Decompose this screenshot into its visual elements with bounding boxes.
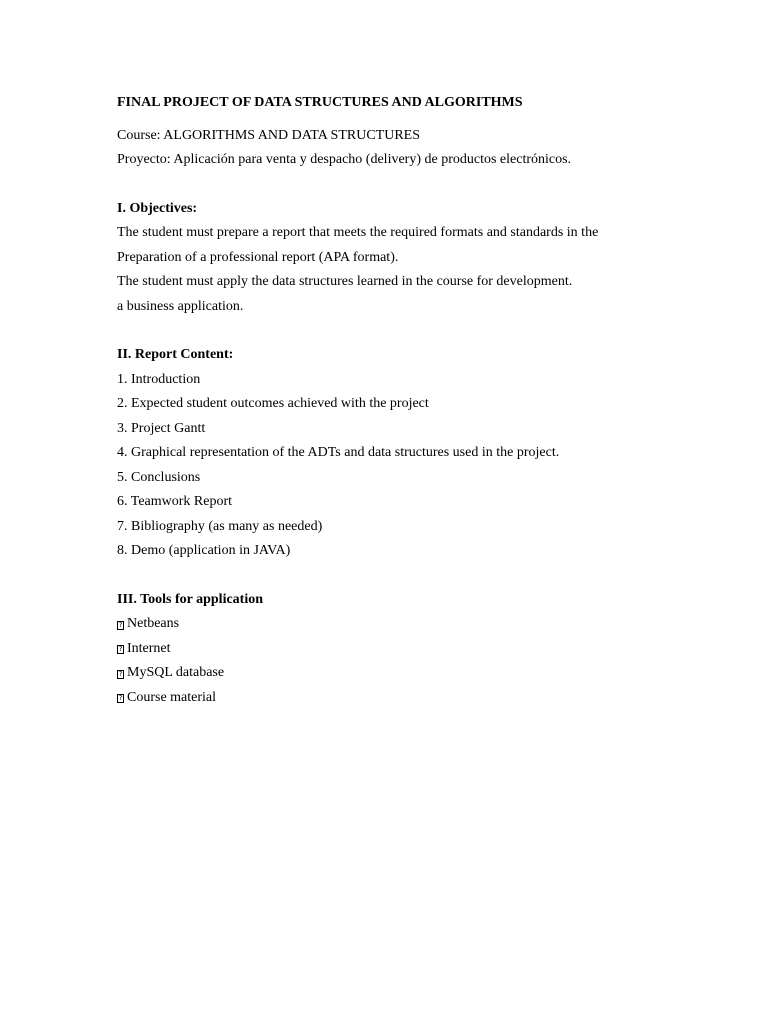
tools-item	[117, 612, 717, 637]
document-title: FINAL PROJECT OF DATA STRUCTURES AND ALGORITHMS	[117, 95, 523, 110]
tools-item-label: Internet	[127, 640, 171, 656]
report-content-item: 3. Project Gantt	[117, 420, 206, 436]
tools-heading: III. Tools for application	[117, 591, 264, 607]
report-content-item: 1. Introduction	[117, 371, 201, 387]
report-content-item: 6. Teamwork Report	[117, 494, 233, 509]
missing-glyph-icon: ?	[118, 645, 123, 654]
objectives-line: The student must apply the data structures learned in the course for development.	[117, 274, 573, 289]
objectives-line: The student must prepare a report that meets the required formats and standards in the	[117, 225, 599, 240]
document-page	[117, 91, 717, 710]
missing-glyph-icon: ?	[118, 620, 123, 629]
tools-item	[117, 661, 717, 686]
spacer	[117, 564, 717, 588]
objectives-line: Preparation of a professional report (APA format).	[117, 249, 399, 265]
tools-item	[117, 637, 717, 662]
report-content-item: 8. Demo (application in JAVA)	[117, 543, 291, 558]
objectives-line: a business application.	[117, 298, 244, 314]
report-content-item: 2. Expected student outcomes achieved with the project	[117, 396, 429, 411]
report-content-item: 5. Conclusions	[117, 469, 201, 485]
tools-item-label: Netbeans	[127, 616, 180, 631]
project-line: Proyecto: Aplicación para venta y despacho (delivery) de productos electrónicos.	[117, 152, 572, 167]
course-line: Course: ALGORITHMS AND DATA STRUCTURES	[117, 127, 421, 143]
report-content-item: 7. Bibliography (as many as needed)	[117, 518, 323, 534]
missing-glyph-icon: ?	[118, 694, 123, 703]
tools-item-label: Course material	[127, 689, 217, 705]
objectives-heading: I. Objectives:	[117, 200, 198, 216]
report-content-item: 4. Graphical representation of the ADTs and data structures used in the project.	[117, 445, 560, 460]
spacer	[117, 319, 717, 343]
spacer	[117, 116, 717, 124]
tools-item-label: MySQL database	[127, 665, 225, 680]
missing-glyph-icon: ?	[118, 669, 123, 678]
spacer	[117, 173, 717, 197]
report-content-heading: II. Report Content:	[117, 347, 234, 362]
tools-item	[117, 686, 717, 711]
